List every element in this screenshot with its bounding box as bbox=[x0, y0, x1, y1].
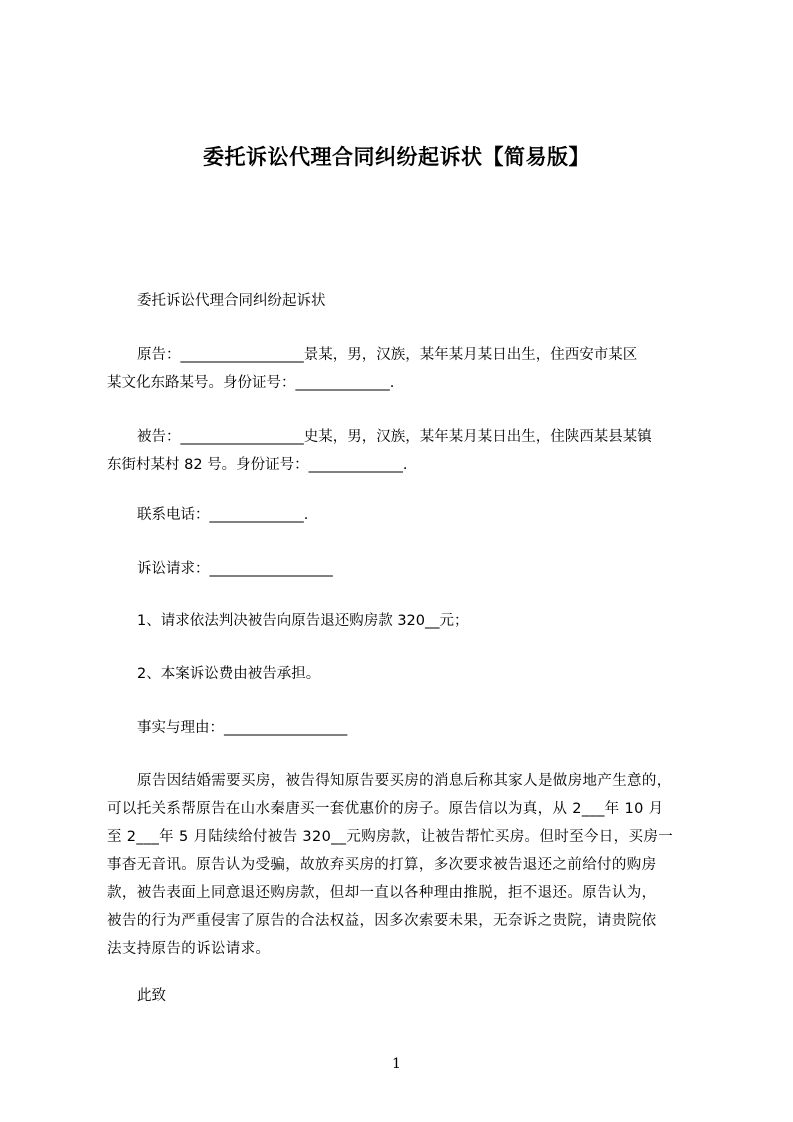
facts-label: 事实与理由：_________________ bbox=[137, 720, 348, 736]
defendant-line-1: 被告：_________________史某，男，汉族，某年某月某日出生，住陕西某县某镇 bbox=[137, 429, 652, 445]
claim-item-2: 2、本案诉讼费由被告承担。 bbox=[137, 666, 321, 682]
facts-line: 原告因结婚需要买房，被告得知原告要买房的消息后称其家人是做房地产生意的， bbox=[137, 773, 672, 789]
claim-item-1: 1、请求依法判决被告向原告退还购房款 320__元； bbox=[137, 613, 469, 629]
plaintiff-line-1: 原告：_________________景某，男，汉族，某年某月某日出生，住西安市某区 bbox=[137, 347, 638, 363]
section-heading: 委托诉讼代理合同纠纷起诉状 bbox=[137, 293, 326, 309]
facts-line: 可以托关系帮原告在山水秦唐买一套优惠价的房子。原告信以为真，从 2___年 10 月 bbox=[107, 801, 664, 817]
facts-line: 被告的行为严重侵害了原告的合法权益，因多次索要未果，无奈诉之贵院，请贵院依 bbox=[107, 913, 657, 929]
defendant-info bbox=[107, 423, 707, 479]
facts-paragraph bbox=[107, 767, 707, 963]
plaintiff-info bbox=[107, 341, 707, 397]
contact-phone: 联系电话：_____________. bbox=[137, 507, 309, 523]
plaintiff-line-2: 某文化东路某号。身份证号：_____________. bbox=[107, 375, 395, 391]
facts-line: 事杳无音讯。原告认为受骗，故放弃买房的打算，多次要求被告退还之前给付的购房 bbox=[107, 857, 657, 873]
facts-line: 款，被告表面上同意退还购房款，但却一直以各种理由推脱，拒不退还。原告认为， bbox=[107, 885, 657, 901]
facts-line: 至 2___年 5 月陆续给付被告 320__元购房款，让被告帮忙买房。但时至今日，买房一 bbox=[107, 829, 674, 845]
page-number: 1 bbox=[392, 1056, 401, 1072]
document-title: 委托诉讼代理合同纠纷起诉状【简易版】 bbox=[203, 145, 590, 169]
closing-text: 此致 bbox=[137, 988, 166, 1004]
defendant-line-2: 东街村某村 82 号。身份证号：_____________. bbox=[107, 457, 408, 473]
claims-label: 诉讼请求：_________________ bbox=[137, 561, 333, 577]
facts-line: 法支持原告的诉讼请求。 bbox=[107, 941, 271, 957]
